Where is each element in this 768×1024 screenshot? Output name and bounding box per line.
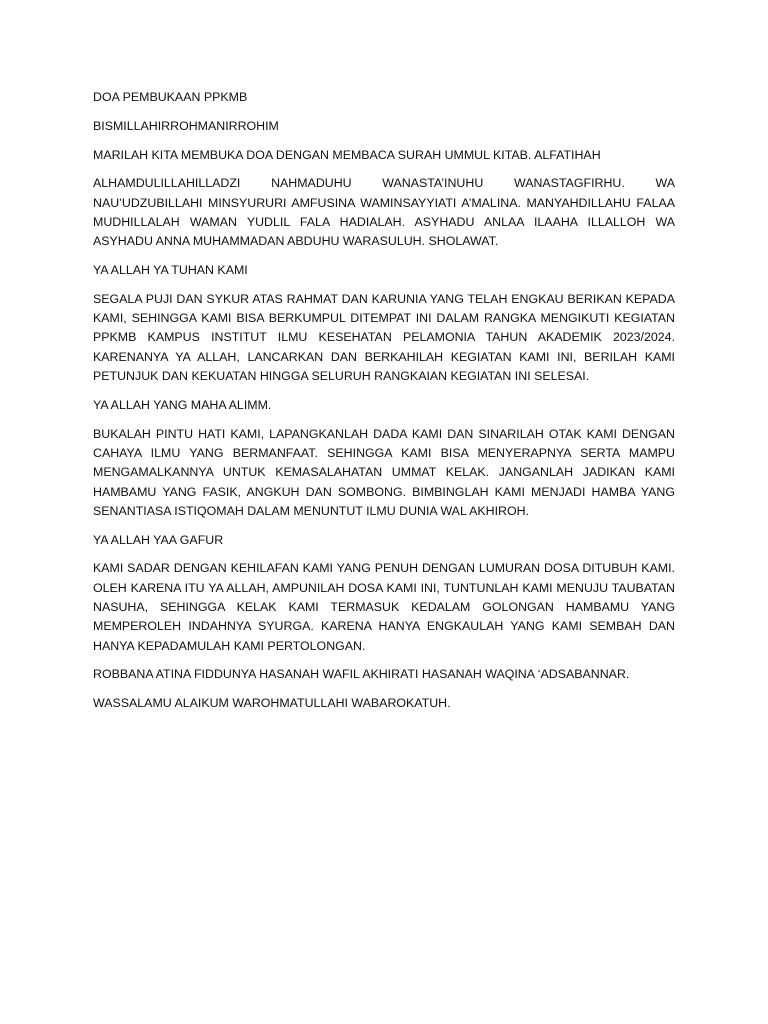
opening-line: MARILAH KITA MEMBUKA DOA DENGAN MEMBACA SURAH UMMUL KITAB. ALFATIHAH: [93, 147, 601, 162]
prayer-paragraph-4: ROBBANA ATINA FIDDUNYA HASANAH WAFIL AKHIRATI HASANAH WAQINA ‘ADSABANNAR.: [93, 667, 630, 682]
section-heading-3: YA ALLAH YAA GAFUR: [93, 532, 224, 547]
prayer-paragraph-3: KAMI SADAR DENGAN KEHILAFAN KAMI YANG PENUH DENGAN LUMURAN DOSA DITUBUH KAMI. OLEH KARENA ITU YA ALLAH, AMPUNILAH DOSA KAMI INI, TUNTUNLAH KAMI MENUJU TAUBATAN NASUHA, SEHINGGA KELAK KAMI TERMASUK KEDALAM GOLONGAN HAMBAMU YANG MEMPEROLEH INDAHNYA SYURGA. KARENA HANYA ENGKAULAH YANG KAMI SEMBAH DAN HANYA KEPADAMULAH KAMI PERTOLONGAN.: [93, 561, 675, 653]
document-title: DOA PEMBUKAAN PPKMB: [93, 90, 248, 104]
hamdalah-paragraph: ALHAMDULILLAHILLADZI NAHMADUHU WANASTA’INUHU WANASTAGFIRHU. WA NAU’UDZUBILLAHI MINSYURURI AMFUSINA WAMINSAYYIATI A’MALINA. MANYAHDILLAHU FALAA MUDHILLALAH WAMAN YUDLIL FALA HADIALAH. ASYHADU ANLAA ILAAHA ILLALLOH WA ASYHADU ANNA MUHAMMADAN ABDUHU WARASULUH. SHOLAWAT.: [93, 176, 675, 249]
section-heading-1: YA ALLAH YA TUHAN KAMI: [93, 263, 248, 278]
basmalah-line: BISMILLAHIRROHMANIRROHIM: [93, 118, 279, 133]
prayer-paragraph-2: BUKALAH PINTU HATI KAMI, LAPANGKANLAH DADA KAMI DAN SINARILAH OTAK KAMI DENGAN CAHAYA ILMU YANG BERMANFAAT. SEHINGGA KAMI BISA MENYERAPNYA SERTA MAMPU MENGAMALKANNYA UNTUK KEMASALAHATAN UMMAT KELAK. JANGANLAH JADIKAN KAMI HAMBAMU YANG FASIK, ANGKUH DAN SOMBONG. BIMBINGLAH KAMI MENJADI HAMBA YANG SENANTIASA ISTIQOMAH DALAM MENUNTUT ILMU DUNIA WAL AKHIROH.: [93, 426, 675, 518]
document-page: [93, 88, 675, 723]
closing-line: WASSALAMU ALAIKUM WAROHMATULLAHI WABAROKATUH.: [93, 696, 451, 711]
section-heading-2: YA ALLAH YANG MAHA ALIMM.: [93, 397, 272, 412]
prayer-paragraph-1: SEGALA PUJI DAN SYKUR ATAS RAHMAT DAN KARUNIA YANG TELAH ENGKAU BERIKAN KEPADA KAMI, SEHINGGA KAMI BISA BERKUMPUL DITEMPAT INI DALAM RANGKA MENGIKUTI KEGIATAN PPKMB KAMPUS INSTITUT ILMU KESEHATAN PELAMONIA TAHUN AKADEMIK 2023/2024. KARENANYA YA ALLAH, LANCARKAN DAN BERKAHILAH KEGIATAN KAMI INI, BERILAH KAMI PETUNJUK DAN KEKUATAN HINGGA SELURUH RANGKAIAN KEGIATAN INI SELESAI.: [93, 291, 675, 384]
